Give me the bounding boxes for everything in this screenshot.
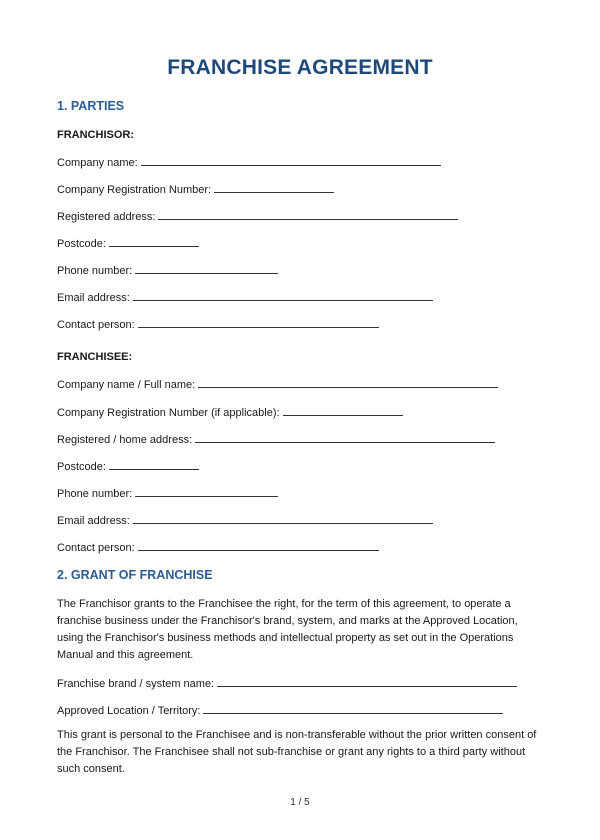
field-label: Postcode:: [57, 238, 106, 250]
document-title: FRANCHISE AGREEMENT: [167, 56, 433, 79]
franchise-brand-field: [57, 676, 517, 691]
grant-paragraph-2: This grant is personal to the Franchisee and is non-transferable without the prior written consent of the Franchisor. The Franchisee shall not sub-franchise or grant any rights to a third party without such consent.: [57, 729, 537, 775]
franchisee-postcode-field: [57, 459, 199, 474]
field-label: Postcode:: [57, 461, 106, 473]
postcode-fill-line[interactable]: [109, 236, 199, 247]
field-label: Phone number:: [57, 488, 133, 500]
franchisor-contact-person-field: [57, 317, 379, 332]
franchisee-email-field: [57, 513, 433, 528]
postcode-fill-line[interactable]: [109, 459, 199, 470]
field-label: Contact person:: [57, 319, 135, 331]
franchisee-contact-person-field: [57, 540, 379, 555]
field-label: Registered address:: [57, 211, 156, 223]
section-heading-parties: 1. PARTIES: [57, 99, 125, 113]
field-label: Company Registration Number (if applicable):: [57, 407, 280, 419]
registration-number-fill-line[interactable]: [214, 182, 334, 193]
phone-fill-line[interactable]: [135, 486, 278, 497]
franchisor-heading: FRANCHISOR:: [57, 129, 134, 141]
field-label: Email address:: [57, 292, 130, 304]
franchisee-heading: FRANCHISEE:: [57, 351, 133, 363]
franchisee-registered-address-field: [57, 432, 495, 447]
registered-address-fill-line[interactable]: [195, 432, 495, 443]
email-fill-line[interactable]: [133, 513, 433, 524]
email-fill-line[interactable]: [133, 290, 433, 301]
franchisor-phone-field: [57, 263, 278, 278]
location-fill-line[interactable]: [203, 703, 503, 714]
field-label: Phone number:: [57, 265, 133, 277]
field-label: Company name:: [57, 157, 138, 169]
contact-person-fill-line[interactable]: [138, 317, 379, 328]
registered-address-fill-line[interactable]: [158, 209, 458, 220]
page-indicator: 1 / 5: [290, 797, 310, 808]
contact-person-fill-line[interactable]: [138, 540, 379, 551]
company-name-fill-line[interactable]: [198, 377, 498, 388]
franchisor-registration-number-field: [57, 182, 334, 197]
field-label: Company Registration Number:: [57, 184, 212, 196]
phone-fill-line[interactable]: [135, 263, 278, 274]
franchisor-registered-address-field: [57, 209, 458, 224]
field-label: Company name / Full name:: [57, 379, 196, 391]
company-name-fill-line[interactable]: [141, 155, 441, 166]
franchisee-registration-number-field: [57, 405, 403, 420]
field-label: Approved Location / Territory:: [57, 705, 201, 717]
franchisor-postcode-field: [57, 236, 199, 251]
brand-fill-line[interactable]: [217, 676, 517, 687]
franchisor-email-field: [57, 290, 433, 305]
franchisor-company-name-field: [57, 155, 441, 170]
franchisee-company-name-field: [57, 377, 498, 392]
grant-paragraph-1: The Franchisor grants to the Franchisee the right, for the term of this agreement, to operate a franchise business under the Franchisor's brand, system, and marks at the Approved Location, using the Franchisor's business methods and intellectual property as set out in the Operations Manual and this agreement.: [57, 598, 518, 661]
field-label: Contact person:: [57, 542, 135, 554]
franchisee-phone-field: [57, 486, 278, 501]
field-label: Email address:: [57, 515, 130, 527]
field-label: Franchise brand / system name:: [57, 678, 215, 690]
approved-location-field: [57, 703, 503, 718]
section-heading-grant: 2. GRANT OF FRANCHISE: [57, 568, 213, 582]
field-label: Registered / home address:: [57, 434, 193, 446]
registration-number-fill-line[interactable]: [283, 405, 403, 416]
